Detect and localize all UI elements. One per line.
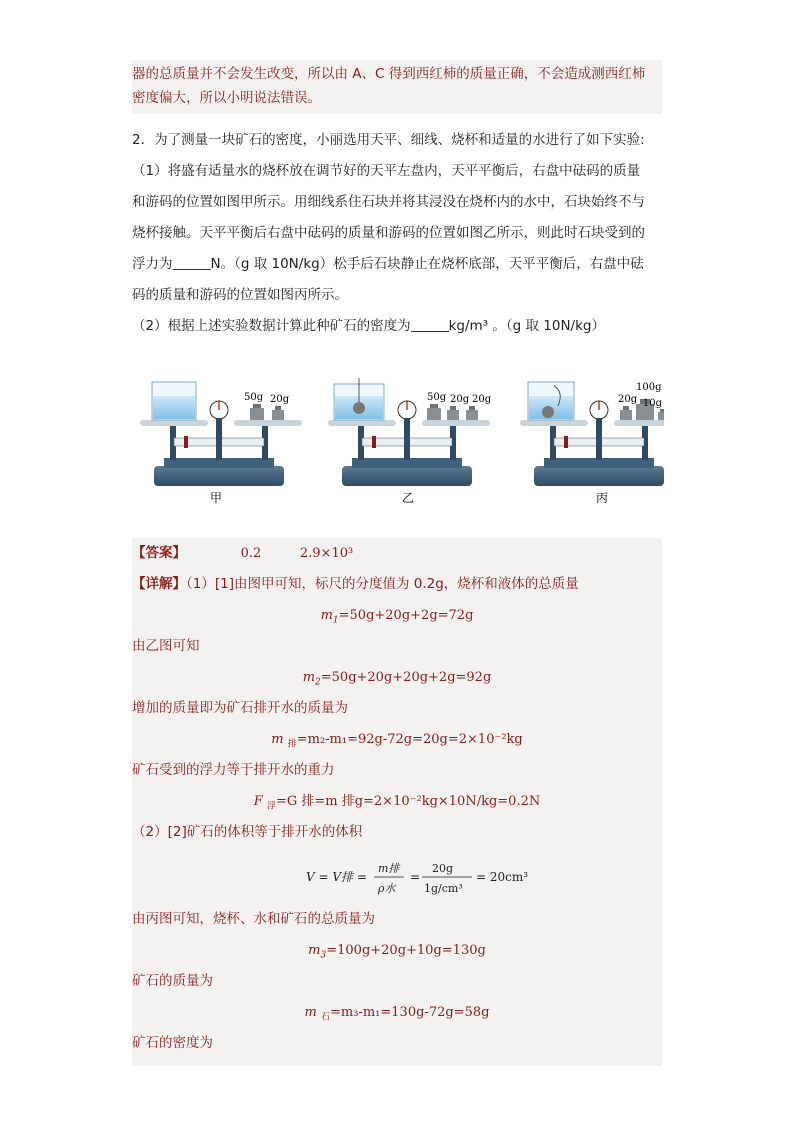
text-fragment: kg/m³ 。（g 取 10N/kg） bbox=[448, 318, 605, 334]
balance-base bbox=[534, 466, 664, 486]
weight-20g bbox=[620, 410, 632, 420]
fraction-denominator-2: 1g/cm³ bbox=[424, 882, 463, 895]
weight-label: 20g bbox=[270, 394, 290, 405]
weight-label: 20g bbox=[450, 394, 470, 405]
detail-text-3: 增加的质量即为矿石排开水的质量为 bbox=[132, 693, 662, 724]
formula-text: =G 排=m 排g=2×10⁻²kg×10N/kg=0.2N bbox=[275, 794, 541, 809]
question-part1-line-4 bbox=[132, 254, 644, 274]
intro-line-2: 密度偏大，所以小明说法错误。 bbox=[132, 88, 662, 114]
answer-blank-1[interactable] bbox=[173, 255, 211, 270]
weight-10g bbox=[658, 412, 664, 420]
formula-m1: $m_1=50g+20g+2g=72g$ bbox=[132, 600, 662, 631]
text-fragment: N。（g 取 10N/kg）松手后石块静止在烧杯底部，天平平衡后，右盘中砝 bbox=[210, 256, 644, 272]
balance-base bbox=[342, 466, 472, 486]
left-pan bbox=[328, 420, 396, 426]
fraction-numerator-2: 20g bbox=[432, 862, 454, 875]
figure-label-yi: 乙 bbox=[402, 491, 415, 505]
answer-value-2: 2.9×10³ bbox=[299, 546, 354, 561]
weight-label: 20g bbox=[472, 394, 492, 405]
formula-text: =100g+20g+10g=130g bbox=[326, 943, 486, 958]
left-pan bbox=[520, 420, 588, 426]
formula-m-stone: m $_石$=m₃-m₁=130g-72g=58g bbox=[132, 997, 662, 1028]
slider-rider bbox=[372, 436, 376, 448]
volume-formula-svg bbox=[132, 848, 662, 904]
formula-text: =m₂-m₁=92g-72g=20g=2×10⁻²kg bbox=[296, 732, 523, 747]
balance-base bbox=[154, 466, 284, 486]
stone bbox=[542, 406, 554, 418]
weight-20g bbox=[272, 410, 284, 420]
formula-m3: $m_3=100g+20g+10g=130g$ bbox=[132, 935, 662, 966]
weight-50g bbox=[250, 408, 264, 420]
question-part1-line-3: 烧杯接触。天平平衡后右盘中砝码的质量和游码的位置如图乙所示，则此时石块受到的 bbox=[132, 225, 645, 241]
detail-text-4: 矿石受到的浮力等于排开水的重力 bbox=[132, 755, 662, 786]
fraction-numerator: m排 bbox=[378, 862, 400, 875]
weight-label: 50g bbox=[244, 392, 264, 403]
answer-row bbox=[132, 538, 662, 569]
detail-label: 【详解】 bbox=[132, 576, 186, 592]
question-part1-line-2: 和游码的位置如图甲所示。用细线系住石块并将其浸没在烧杯内的水中，石块始终不与 bbox=[132, 194, 645, 210]
detail-text: （1）[1]由图甲可知，标尺的分度值为 0.2g，烧杯和液体的总质量 bbox=[186, 576, 579, 592]
formula-text: =50g+20g+20g+2g=92g bbox=[320, 670, 492, 685]
text-fragment: 浮力为 bbox=[132, 256, 173, 272]
left-pan bbox=[140, 420, 208, 426]
weight-50g bbox=[427, 408, 441, 420]
question-part2 bbox=[132, 316, 605, 336]
answer-blank-2[interactable] bbox=[411, 317, 449, 332]
intro-line-1: 器的总质量并不会发生改变，所以由 A、C 得到西红柿的质量正确，不会造成测西红柿 bbox=[132, 60, 662, 88]
formula-lhs: V = V排 = bbox=[306, 870, 367, 884]
formula-buoyancy: F $_浮$=G 排=m 排g=2×10⁻²kg×10N/kg=0.2N bbox=[132, 786, 662, 817]
slider-rider bbox=[564, 436, 568, 448]
stone bbox=[353, 402, 365, 414]
right-pan bbox=[234, 420, 302, 426]
weight-label: 10g bbox=[642, 398, 662, 409]
weight-label: 100g bbox=[636, 382, 662, 393]
weight-20g bbox=[447, 410, 459, 420]
balance-figures bbox=[134, 378, 664, 508]
detail-text-6: 由丙图可知，烧杯、水和矿石的总质量为 bbox=[132, 904, 662, 935]
answer-value-1: 0.2 bbox=[240, 546, 262, 561]
detail-text-8: 矿石的密度为 bbox=[132, 1028, 662, 1066]
question-part1-line-1: （1）将盛有适量水的烧杯放在调节好的天平左盘内，天平平衡后，右盘中砝码的质量 bbox=[132, 163, 641, 179]
slider-rider bbox=[184, 436, 188, 448]
right-pan bbox=[614, 420, 664, 426]
right-pan bbox=[422, 420, 490, 426]
formula-m2: $m_2=50g+20g+20g+2g=92g$ bbox=[132, 662, 662, 693]
formula-volume bbox=[132, 848, 662, 904]
weight-label: 20g bbox=[618, 394, 638, 405]
figure-label-jia: 甲 bbox=[210, 491, 223, 505]
text-fragment: （2）根据上述实验数据计算此种矿石的密度为 bbox=[132, 318, 411, 334]
detail-line-1 bbox=[132, 569, 662, 600]
question-part1-line-5: 码的质量和游码的位置如图丙所示。 bbox=[132, 287, 348, 303]
figure-label-bing: 丙 bbox=[596, 491, 609, 505]
fraction-denominator: ρ水 bbox=[378, 882, 396, 895]
answer-label: 【答案】 bbox=[132, 545, 186, 561]
detail-text-7: 矿石的质量为 bbox=[132, 966, 662, 997]
formula-m-pai: m $_排$=m₂-m₁=92g-72g=20g=2×10⁻²kg bbox=[132, 724, 662, 755]
formula-rhs: = 20cm³ bbox=[476, 870, 529, 884]
svg-text:=: = bbox=[410, 870, 421, 884]
detail-text-2: 由乙图可知 bbox=[132, 631, 662, 662]
question-stem: 2．为了测量一块矿石的密度，小丽选用天平、细线、烧杯和适量的水进行了如下实验: bbox=[132, 132, 645, 148]
detail-text-5: （2）[2]矿石的体积等于排开水的体积 bbox=[132, 817, 662, 848]
formula-text: =m₃-m₁=130g-72g=58g bbox=[330, 1005, 490, 1020]
weight-label: 50g bbox=[427, 392, 447, 403]
formula-text: =50g+20g+2g=72g bbox=[338, 608, 474, 623]
weight-20g bbox=[466, 410, 478, 420]
